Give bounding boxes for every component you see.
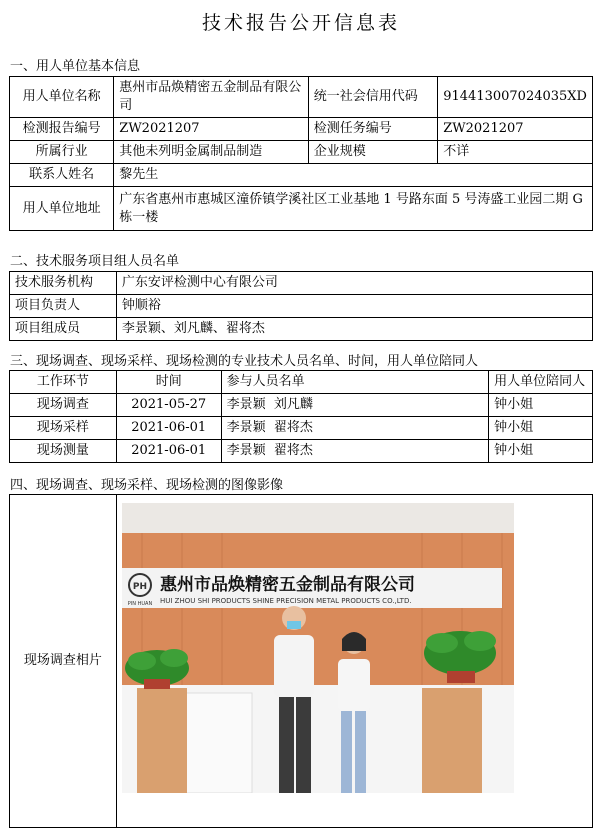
unit-name-value: 惠州市品焕精密五金制品有限公司: [114, 77, 309, 118]
page-title: 技术报告公开信息表: [201, 12, 400, 34]
fieldwork-table: [9, 370, 593, 463]
unit-name-label: 用人单位名称: [10, 77, 114, 118]
cell-stage: 现场采样: [10, 417, 117, 440]
scale-value: 不详: [438, 141, 593, 164]
photo-label: 现场调查相片: [10, 495, 117, 828]
industry-value: 其他未列明金属制品制造: [114, 141, 309, 164]
contact-label: 联系人姓名: [10, 164, 114, 187]
header-time: 时间: [116, 371, 221, 394]
cell-participants: 李景颖 刘凡麟: [221, 394, 489, 417]
site-survey-photo: [122, 503, 514, 793]
cell-escort: 钟小姐: [489, 394, 593, 417]
header-participants: 参与人员名单: [221, 371, 489, 394]
org-label: 技术服务机构: [10, 272, 117, 295]
cell-time: 2021-05-27: [116, 394, 221, 417]
section-4-heading: 四、现场调查、现场采样、现场检测的图像影像: [10, 478, 284, 493]
lead-label: 项目负责人: [10, 295, 117, 318]
sign-text: 惠州市品焕精密五金制品有限公司: [160, 575, 415, 595]
cell-escort: 钟小姐: [489, 417, 593, 440]
report-no-value: ZW2021207: [114, 118, 309, 141]
address-label: 用人单位地址: [10, 187, 114, 231]
members-value: 李景颖、刘凡麟、翟将杰: [116, 318, 592, 341]
cell-participants: 李景颖 翟将杰: [221, 417, 489, 440]
credit-code-label: 统一社会信用代码: [308, 77, 437, 118]
task-no-value: ZW2021207: [438, 118, 593, 141]
credit-code-value: 914413007024035XD: [438, 77, 593, 118]
address-value: 广东省惠州市惠城区潼侨镇学溪社区工业基地 1 号路东面 5 号涛盛工业园二期 G 栋一楼: [114, 187, 593, 231]
report-no-label: 检测报告编号: [10, 118, 114, 141]
contact-value: 黎先生: [114, 164, 593, 187]
cell-participants: 李景颖 翟将杰: [221, 440, 489, 463]
lead-value: 钟顺裕: [116, 295, 592, 318]
section-2-heading: 二、技术服务项目组人员名单: [10, 254, 180, 269]
task-no-label: 检测任务编号: [308, 118, 437, 141]
org-value: 广东安评检测中心有限公司: [116, 272, 592, 295]
cell-escort: 钟小姐: [489, 440, 593, 463]
svg-text:PH: PH: [132, 582, 148, 592]
industry-label: 所属行业: [10, 141, 114, 164]
table-row: [10, 394, 593, 417]
table-row: [10, 417, 593, 440]
sign-subtext: HUI ZHOU SHI PRODUCTS SHINE PRECISION METAL PRODUCTS CO.,LTD.: [160, 597, 412, 605]
cell-stage: 现场测量: [10, 440, 117, 463]
basic-info-table: [9, 76, 593, 231]
scale-label: 企业规模: [308, 141, 437, 164]
cell-time: 2021-06-01: [116, 440, 221, 463]
team-table: [9, 271, 593, 341]
cell-stage: 现场调查: [10, 394, 117, 417]
header-stage: 工作环节: [10, 371, 117, 394]
section-1-heading: 一、用人单位基本信息: [10, 59, 141, 74]
table-row: [10, 440, 593, 463]
section-3-heading: 三、现场调查、现场采样、现场检测的专业技术人员名单、时间，用人单位陪同人: [10, 354, 479, 369]
members-label: 项目组成员: [10, 318, 117, 341]
cell-time: 2021-06-01: [116, 417, 221, 440]
header-escort: 用人单位陪同人: [489, 371, 593, 394]
logo-text: PIN HUAN: [127, 601, 153, 607]
